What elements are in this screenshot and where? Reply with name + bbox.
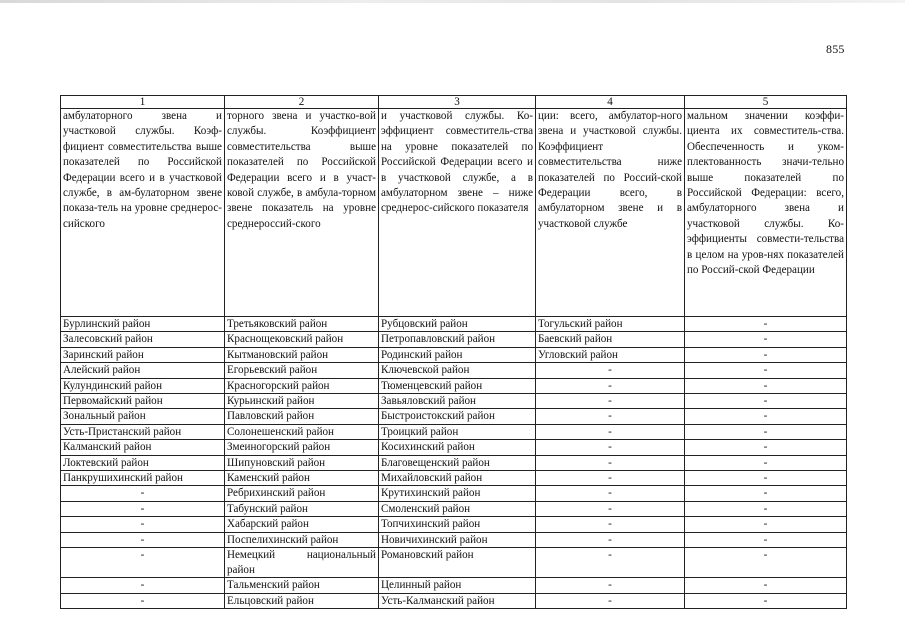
table-cell-col-4: - <box>536 471 685 486</box>
table-cell-col-4: - <box>536 394 685 409</box>
description-text-5: мальном значении коэффи-циента их совместитель-ства. Обеспеченность и уком-плектованность значи-тельно выше показателей по Российской Федерации: всего, амбулаторного звена и участковой службы. Ко-эффициенты совмести-тельства в целом на уров-нях показателей по Россий-ской Федерации <box>687 110 844 277</box>
table-cell-col-1: Калманский район <box>61 440 225 455</box>
table-row <box>61 455 847 470</box>
table-cell-col-5: - <box>685 578 847 593</box>
table-cell-col-2: Хабарский район <box>225 517 379 532</box>
table-row <box>61 471 847 486</box>
table-cell-col-5: - <box>685 332 847 347</box>
table-cell-col-1: Панкрушихинский район <box>61 471 225 486</box>
table-row <box>61 578 847 593</box>
table-row <box>61 347 847 362</box>
table-cell-col-4: - <box>536 593 685 608</box>
table-row <box>61 548 847 578</box>
table-cell-col-4: - <box>536 455 685 470</box>
table-cell-col-3: Косихинский район <box>379 440 536 455</box>
table-cell-col-1: - <box>61 486 225 501</box>
table-cell-col-4: - <box>536 517 685 532</box>
table-cell-col-3: Романовский район <box>379 548 536 578</box>
table-cell-col-2: Тальменский район <box>225 578 379 593</box>
table-cell-col-1: Кулундинский район <box>61 378 225 393</box>
table-row <box>61 532 847 547</box>
table-cell-col-4: - <box>536 409 685 424</box>
table-cell-col-4: - <box>536 548 685 578</box>
table-cell-col-5: - <box>685 440 847 455</box>
page-number: 855 <box>826 42 845 56</box>
table-cell-col-4: - <box>536 578 685 593</box>
table-cell-col-4: - <box>536 501 685 516</box>
table-cell-col-4: - <box>536 532 685 547</box>
table-cell-col-5: - <box>685 471 847 486</box>
table-cell-col-3: Михайловский район <box>379 471 536 486</box>
description-row <box>61 109 847 317</box>
table-cell-col-2: Змеиногорский район <box>225 440 379 455</box>
description-text-4: ции: всего, амбулатор-ного звена и участковой службы. Коэффициент совместительства ниже показателей по Россий-ской Федерации всего, в амбулаторном звене и в участковой службе <box>538 110 682 230</box>
description-cell-2 <box>225 109 379 317</box>
table-cell-col-1: Заринский район <box>61 347 225 362</box>
column-header-5: 5 <box>685 96 847 109</box>
table-row <box>61 317 847 332</box>
table-cell-col-2: Каменский район <box>225 471 379 486</box>
table-cell-col-5: - <box>685 363 847 378</box>
table-row <box>61 486 847 501</box>
table-cell-col-2: Кытмановский район <box>225 347 379 362</box>
table-cell-col-2: Третьяковский район <box>225 317 379 332</box>
table-cell-col-3: Петропавловский район <box>379 332 536 347</box>
table-cell-col-1: - <box>61 548 225 578</box>
table-cell-col-3: Родинский район <box>379 347 536 362</box>
column-header-2: 2 <box>225 96 379 109</box>
table-row <box>61 440 847 455</box>
table-cell-col-3: Рубцовский район <box>379 317 536 332</box>
table-cell-col-4: - <box>536 424 685 439</box>
table-cell-col-1: Первомайский район <box>61 394 225 409</box>
table-cell-col-1: Локтевский район <box>61 455 225 470</box>
table-cell-col-2: Красногорский район <box>225 378 379 393</box>
description-cell-4 <box>536 109 685 317</box>
table-cell-col-3: Смоленский район <box>379 501 536 516</box>
table-cell-col-3: Крутихинский район <box>379 486 536 501</box>
table-cell-col-1: - <box>61 593 225 608</box>
table-row <box>61 363 847 378</box>
table-cell-col-3: Новичихинский район <box>379 532 536 547</box>
description-cell-3 <box>379 109 536 317</box>
table-cell-col-5: - <box>685 486 847 501</box>
table-cell-col-3: Благовещенский район <box>379 455 536 470</box>
table-cell-col-1: Усть-Пристанский район <box>61 424 225 439</box>
table-cell-col-4: - <box>536 486 685 501</box>
table-cell-col-2: Краснощековский район <box>225 332 379 347</box>
table-cell-col-2: Табунский район <box>225 501 379 516</box>
table-cell-col-5: - <box>685 424 847 439</box>
table-cell-col-5: - <box>685 532 847 547</box>
table-cell-col-5: - <box>685 378 847 393</box>
table-cell-col-1: Бурлинский район <box>61 317 225 332</box>
header-row <box>61 96 847 109</box>
table-cell-col-5: - <box>685 409 847 424</box>
column-header-4: 4 <box>536 96 685 109</box>
table-cell-col-3: Тюменцевский район <box>379 378 536 393</box>
table-row <box>61 593 847 608</box>
table-cell-col-3: Целинный район <box>379 578 536 593</box>
description-text-3: и участковой службы. Ко-эффициент совместитель-ства на уровне показателей по Российской Федерации всего и в участковой службе, а в амбулаторном звене – ниже среднерос-сийского показателя <box>381 110 533 215</box>
description-cell-5 <box>685 109 847 317</box>
table-row <box>61 424 847 439</box>
table-cell-col-5: - <box>685 317 847 332</box>
table-cell-col-5: - <box>685 593 847 608</box>
table-cell-col-5: - <box>685 517 847 532</box>
table-cell-col-5: - <box>685 548 847 578</box>
table-row <box>61 501 847 516</box>
table-cell-col-4: Угловский район <box>536 347 685 362</box>
table-cell-col-2: Ребрихинский район <box>225 486 379 501</box>
table-cell-col-1: Залесовский район <box>61 332 225 347</box>
table-cell-col-1: - <box>61 517 225 532</box>
table-cell-col-1: - <box>61 501 225 516</box>
table-row <box>61 394 847 409</box>
table-cell-col-2: Немецкий национальный район <box>225 548 379 578</box>
table-cell-col-2: Егорьевский район <box>225 363 379 378</box>
table-cell-col-1: - <box>61 532 225 547</box>
districts-table <box>60 95 847 609</box>
scan-edge <box>0 0 905 3</box>
description-text-1: амбулаторного звена и участковой службы. Коэф-фициент совместительства выше показателей по Российской Федерации всего и в участковой службе, в ам-булаторном звене показа-тель на уровне среднерос-сийского <box>63 110 222 230</box>
table-cell-col-2: Павловский район <box>225 409 379 424</box>
description-cell-1 <box>61 109 225 317</box>
table-cell-col-4: Баевский район <box>536 332 685 347</box>
table-cell-col-2: Поспелихинский район <box>225 532 379 547</box>
table-cell-col-2: Солонешенский район <box>225 424 379 439</box>
description-text-2: торного звена и участко-вой службы. Коэффициент совместительства выше показателей по Российской Федерации всего и в участ-ковой службе, в амбула-торном звене показатель на уровне среднероссий-ского <box>227 110 376 230</box>
table-row <box>61 378 847 393</box>
table-cell-col-5: - <box>685 347 847 362</box>
table-cell-col-2: Шипуновский район <box>225 455 379 470</box>
table-cell-col-2: Курьинский район <box>225 394 379 409</box>
table-cell-col-5: - <box>685 455 847 470</box>
table-cell-col-4: - <box>536 363 685 378</box>
column-header-3: 3 <box>379 96 536 109</box>
table-cell-col-2: Ельцовский район <box>225 593 379 608</box>
column-header-1: 1 <box>61 96 225 109</box>
table-cell-col-1: - <box>61 578 225 593</box>
table-row <box>61 332 847 347</box>
table-cell-col-4: - <box>536 440 685 455</box>
table-cell-col-1: Алейский район <box>61 363 225 378</box>
table-cell-col-3: Топчихинский район <box>379 517 536 532</box>
table-cell-col-5: - <box>685 501 847 516</box>
table-cell-col-3: Ключевской район <box>379 363 536 378</box>
table-cell-col-4: - <box>536 378 685 393</box>
table-row <box>61 409 847 424</box>
table-cell-col-3: Завьяловский район <box>379 394 536 409</box>
table-row <box>61 517 847 532</box>
table-cell-col-1: Зональный район <box>61 409 225 424</box>
table-cell-col-5: - <box>685 394 847 409</box>
table-cell-col-3: Троицкий район <box>379 424 536 439</box>
table-cell-col-3: Усть-Калманский район <box>379 593 536 608</box>
table-cell-col-3: Быстроистокский район <box>379 409 536 424</box>
table-cell-col-4: Тогульский район <box>536 317 685 332</box>
